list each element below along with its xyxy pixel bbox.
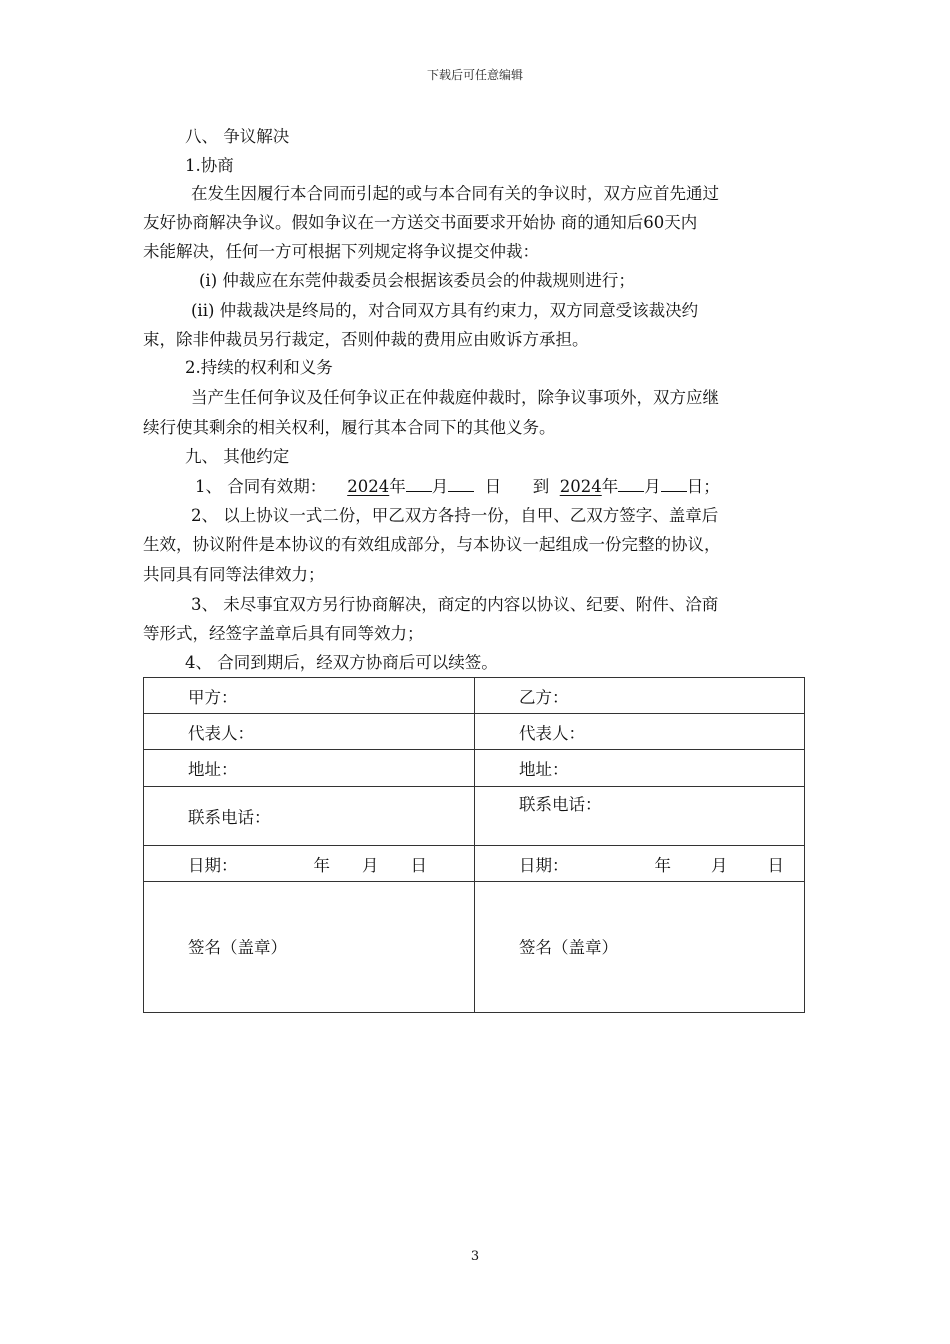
to-char: 到 xyxy=(532,477,550,496)
phone-b-cell xyxy=(475,787,805,846)
paragraph-line: 2、 以上协议一式二份，甲乙双方各持一份，自甲、乙双方签字、盖章后 xyxy=(191,506,719,525)
year-char: 年 xyxy=(654,855,671,875)
table-row xyxy=(144,750,805,787)
year-char: 年 xyxy=(389,477,406,496)
year-char: 年 xyxy=(313,855,330,875)
table-row xyxy=(144,882,805,1013)
month-char: 月 xyxy=(362,855,379,875)
paragraph-line: 当产生任何争议及任何争议正在仲裁庭仲裁时，除争议事项外，双方应继 xyxy=(191,388,719,407)
table-row xyxy=(144,678,805,714)
signature-table xyxy=(143,677,805,1013)
table-row xyxy=(144,846,805,882)
representative-b-cell: 代表人： xyxy=(475,714,805,750)
paragraph-line: 未能解决，任何一方可根据下列规定将争议提交仲裁： xyxy=(143,242,539,261)
phone-a-label: 联系电话： xyxy=(188,808,271,827)
party-b-cell: 乙方： xyxy=(475,678,805,714)
month-char: 月 xyxy=(644,477,661,496)
year-char: 年 xyxy=(601,477,619,496)
day-char: 日 xyxy=(767,855,784,875)
paragraph-line: 在发生因履行本合同而引起的或与本合同有关的争议时，双方应首先通过 xyxy=(191,184,719,203)
date-b-cell xyxy=(475,846,805,882)
representative-a-cell: 代表人： xyxy=(144,714,475,750)
day-char: 日 xyxy=(484,477,502,496)
paragraph-line: 共同具有同等法律效力； xyxy=(143,565,325,584)
end-year: 2024 xyxy=(559,477,602,496)
address-b-cell: 地址： xyxy=(475,750,805,787)
paragraph-line: 等形式，经签字盖章后具有同等效力； xyxy=(143,624,424,643)
blank-field xyxy=(618,477,644,492)
signature-b-cell: 签名（盖章） xyxy=(475,882,805,1013)
paragraph-line: 4、 合同到期后，经双方协商后可以续签。 xyxy=(185,653,498,672)
paragraph-line: 束，除非仲裁员另行裁定，否则仲裁的费用应由败诉方承担。 xyxy=(143,330,589,349)
section-8-title: 八、 争议解决 xyxy=(185,127,290,146)
paragraph-line: 友好协商解决争议。假如争议在一方送交书面要求开始协 商的通知后60天内 xyxy=(143,213,698,232)
date-a-cell xyxy=(144,846,475,882)
day-char: 日 xyxy=(410,855,427,875)
date-label: 日期： xyxy=(188,855,238,875)
arbitration-item-ii: (ii) 仲裁裁决是终局的，对合同双方具有约束力，双方同意受该裁决约 xyxy=(191,301,699,320)
date-label: 日期： xyxy=(519,855,569,875)
paragraph-line: 3、 未尽事宜双方另行协商解决，商定的内容以协议、纪要、附件、洽商 xyxy=(191,595,719,614)
table-row xyxy=(144,714,805,750)
contract-validity-line xyxy=(143,477,859,497)
blank-field xyxy=(448,477,474,492)
start-year: 2024 xyxy=(347,477,390,496)
month-char: 月 xyxy=(711,855,728,875)
section-9-title: 九、 其他约定 xyxy=(185,447,290,466)
table-row xyxy=(144,787,805,846)
arbitration-item-i: (i) 仲裁应在东莞仲裁委员会根据该委员会的仲裁规则进行； xyxy=(199,271,635,290)
blank-field xyxy=(406,477,432,492)
subsection-continuing-rights: 2.持续的权利和义务 xyxy=(185,358,333,377)
blank-field xyxy=(661,477,687,492)
subsection-negotiation: 1.协商 xyxy=(185,156,234,175)
paragraph-line: 生效，协议附件是本协议的有效组成部分，与本协议一起组成一份完整的协议， xyxy=(143,535,721,554)
month-char: 月 xyxy=(431,477,449,496)
page-header: 下载后可任意编辑 xyxy=(426,68,523,82)
day-end-char: 日； xyxy=(686,477,720,496)
page-number: 3 xyxy=(470,1249,480,1264)
address-a-cell: 地址： xyxy=(144,750,475,787)
phone-b-label: 联系电话： xyxy=(519,795,602,814)
validity-prefix: 1、 合同有效期： xyxy=(195,477,327,496)
phone-a-cell xyxy=(144,787,475,846)
paragraph-line: 续行使其剩余的相关权利，履行其本合同下的其他义务。 xyxy=(143,418,556,437)
signature-a-cell: 签名（盖章） xyxy=(144,882,475,1013)
party-a-cell: 甲方： xyxy=(144,678,475,714)
